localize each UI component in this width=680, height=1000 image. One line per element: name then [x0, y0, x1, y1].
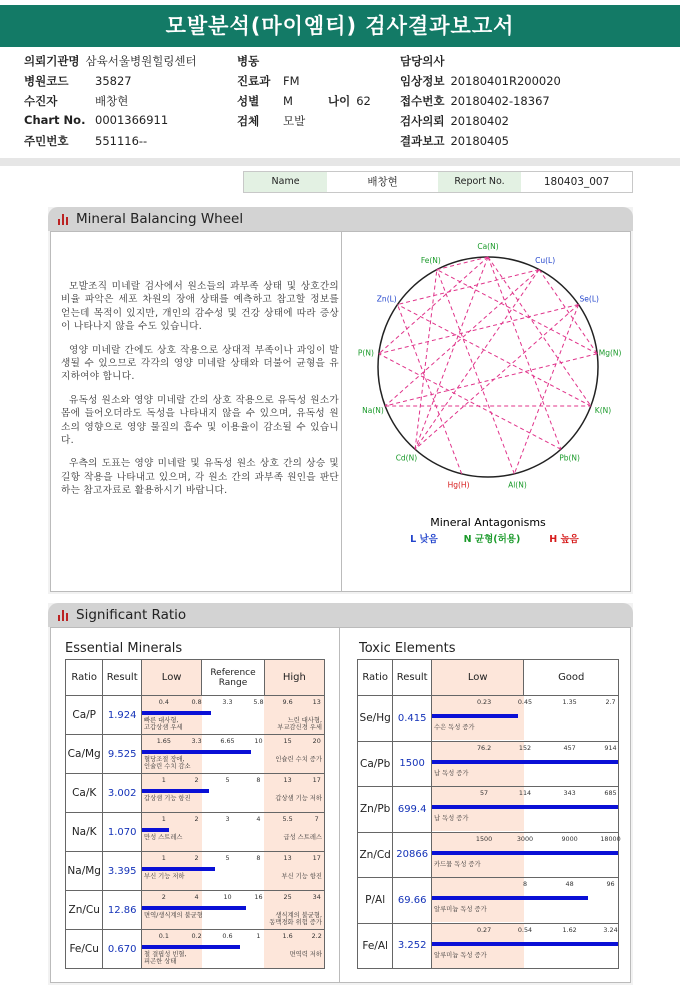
clinical-label: 임상정보: [400, 74, 445, 88]
toxic-row: [358, 832, 619, 878]
essential-row: [66, 774, 325, 813]
tick-label: 2: [194, 776, 199, 784]
range-graph-cell: [431, 696, 618, 742]
tick-label: 1.35: [562, 698, 577, 707]
wheel-node-label: Pb(N): [559, 453, 580, 463]
antagonism-line: [385, 270, 539, 406]
essential-row: [66, 891, 325, 930]
tick-label: 914: [604, 743, 617, 752]
range-graph-cell: [141, 930, 324, 969]
essential-row: [66, 735, 325, 774]
toxic-row: [358, 923, 619, 969]
receipt-value: 20180402-18367: [450, 94, 550, 108]
tick-label: 25: [283, 893, 292, 901]
result-cell: 0.415: [393, 696, 432, 742]
result-cell: 3.252: [393, 923, 432, 969]
bar-chart-icon: [58, 214, 70, 225]
ratio-cell: Ca/P: [66, 696, 103, 735]
toxic-note: 납 독성 증가: [433, 769, 469, 777]
high-note: 급성 스트레스: [283, 834, 322, 841]
antagonism-line: [437, 270, 597, 354]
result-bar: [432, 942, 618, 946]
tick-label: 48: [565, 880, 574, 889]
range-graph-cell: [141, 735, 324, 774]
tick-label: 5.8: [253, 698, 264, 706]
tick-label: 9.6: [282, 698, 293, 706]
name-value: 배창현: [367, 176, 398, 188]
tick-label: 0.6: [222, 932, 233, 940]
ratio-cell: Na/K: [66, 813, 103, 852]
result-cell: 9.525: [103, 735, 142, 774]
tick-label: 96: [606, 880, 615, 889]
tick-label: 2: [194, 854, 199, 862]
tick-label: 0.2: [191, 932, 202, 940]
resident-value: 551116--: [95, 134, 148, 148]
low-note: 혈당조절 장애, 인슐린 수치 감소: [143, 756, 191, 771]
tick-label: 34: [312, 893, 321, 901]
tick-label: 16: [254, 893, 263, 901]
antagonism-line: [385, 354, 597, 406]
wheel-node-label: Hg(H): [447, 480, 470, 490]
result-bar: [432, 896, 588, 900]
tick-label: 0.4: [158, 698, 169, 706]
tick-label: 1: [161, 854, 166, 862]
range-graph-cell: [431, 923, 618, 969]
result-bar: [432, 714, 518, 718]
tick-label: 685: [604, 789, 617, 798]
wheel-node-label: K(N): [594, 405, 612, 415]
essential-header-row: [66, 660, 325, 696]
antagonism-line: [397, 270, 539, 305]
range-graph-cell: [141, 774, 324, 813]
ratio-panel-title: Significant Ratio: [76, 607, 187, 623]
tick-label: 6.65: [220, 737, 235, 745]
tick-label: 8: [256, 854, 261, 862]
wheel-node-label: Fe(N): [420, 255, 441, 265]
range-graph-cell: [141, 852, 324, 891]
essential-row: [66, 696, 325, 735]
ratio-cell: Ca/K: [66, 774, 103, 813]
wheel-node-label: P(N): [357, 348, 374, 358]
result-cell: 3.395: [103, 852, 142, 891]
tick-label: 4: [256, 815, 261, 823]
ratio-panel-header: [48, 603, 633, 627]
tick-label: 2.7: [605, 698, 616, 707]
high-note: 부신 기능 항진: [281, 873, 322, 880]
wheel-caption: Mineral Antagonisms: [430, 516, 546, 529]
toxic-note: 알루미늄 독성 증가: [433, 951, 487, 959]
doctor-label: 담당의사: [400, 54, 445, 68]
name-report-box: [243, 171, 633, 193]
range-graph-cell: [431, 878, 618, 924]
good-header: Good: [524, 660, 619, 696]
legend-item: N 균형(허용): [463, 534, 521, 545]
low-note: 만성 스트레스: [143, 834, 183, 841]
wheel-node-label: Ca(N): [477, 242, 499, 251]
ratio-cell: Se/Hg: [358, 696, 393, 742]
sex-label: 성별: [237, 94, 260, 108]
tick-label: 17: [312, 854, 321, 862]
result-bar: [142, 945, 240, 949]
result-date-label: 결과보고: [400, 134, 445, 148]
tick-label: 20: [312, 737, 321, 745]
tick-label: 1: [161, 776, 166, 784]
high-note: 느린 대사형, 부교감신경 우세: [277, 717, 322, 732]
result-bar: [432, 851, 618, 855]
tick-label: 152: [518, 743, 532, 752]
antagonism-line: [488, 257, 561, 449]
tick-label: 17: [312, 776, 321, 784]
sex-value: M: [283, 94, 293, 108]
tick-label: 114: [518, 789, 532, 798]
toxic-title: Toxic Elements: [359, 641, 456, 656]
toxic-header-row: [358, 660, 619, 696]
report-no-label: Report No.: [438, 172, 521, 192]
age-value: 62: [356, 94, 371, 108]
toxic-row: [358, 878, 619, 924]
ratio-cell: Zn/Pb: [358, 787, 393, 833]
range-graph-cell: [141, 813, 324, 852]
ratio-panel: [48, 603, 633, 985]
range-graph-cell: [141, 891, 324, 930]
low-note: 빠른 대사형, 고갑상샘 우세: [143, 717, 183, 732]
ratio-cell: Fe/Al: [358, 923, 393, 969]
ratio-divider: [339, 628, 340, 982]
tick-label: 13: [283, 854, 292, 862]
high-note: 생식계의 불균형, 동맥경화 위험 증가: [269, 912, 322, 927]
tick-label: 457: [563, 743, 576, 752]
result-cell: 69.66: [393, 878, 432, 924]
toxic-note: 납 독성 증가: [433, 815, 469, 823]
range-graph-cell: [431, 741, 618, 787]
tick-label: 0.8: [191, 698, 202, 706]
antagonism-line: [514, 305, 578, 474]
institution-label: 의뢰기관명: [24, 54, 80, 68]
report-title: 모발분석(마이엠티) 검사결과보고서: [0, 5, 680, 47]
ratio-cell: Zn/Cu: [66, 891, 103, 930]
tick-label: 1: [161, 815, 166, 823]
toxic-row: [358, 741, 619, 787]
ratio-cell: Ca/Pb: [358, 741, 393, 787]
result-header: Result: [103, 660, 142, 696]
tick-label: 0.45: [517, 698, 533, 707]
range-graph-cell: [431, 787, 618, 833]
tick-label: 13: [312, 698, 321, 706]
ratio-cell: Na/Mg: [66, 852, 103, 891]
result-bar: [142, 750, 251, 754]
low-header: Low: [141, 660, 201, 696]
tick-label: 2: [161, 893, 166, 901]
patient-label: 수진자: [24, 94, 58, 108]
tick-label: 5: [225, 776, 230, 784]
result-bar: [142, 789, 209, 793]
result-bar: [142, 867, 215, 871]
result-cell: 1.924: [103, 696, 142, 735]
clinical-value: 20180401R200020: [450, 74, 561, 88]
tick-label: 3000: [516, 834, 534, 843]
result-cell: 12.86: [103, 891, 142, 930]
result-date-value: 20180405: [450, 134, 509, 148]
legend-item: L 낮음: [410, 534, 438, 545]
toxic-note: 알루미늄 독성 증가: [433, 906, 487, 914]
result-bar: [432, 805, 618, 809]
tick-label: 7: [314, 815, 319, 823]
essential-row: [66, 852, 325, 891]
request-label: 검사의뢰: [400, 114, 445, 128]
tick-label: 0.27: [476, 925, 492, 934]
wheel-node-label: Zn(L): [376, 294, 397, 304]
result-header: Result: [393, 660, 432, 696]
high-note: 갑상샘 기능 저하: [275, 795, 322, 802]
low-note: 부신 기능 저하: [143, 873, 185, 880]
antagonism-line: [415, 270, 539, 450]
description-paragraph: 모발조직 미네랄 검사에서 원소들의 과부족 상태 및 상호간의 비율 파악은 세포 차원의 장애 상태를 예측하고 참고할 정보를 얻는데 목적이 있지만, 개인의 감수성 및 건강 상태에 따라 증상이 나타나지 않을 수도 있습니다.: [61, 281, 339, 333]
description-paragraph: 우측의 도표는 영양 미네랄 및 유독성 원소 상호 간의 상승 및 길항 작용을 나타내고 있으며, 각 원소 간의 과부족 원인을 판단하는 참고자료로 활용하시기 바랍니다.: [61, 458, 339, 497]
low-header: Low: [431, 660, 523, 696]
tick-label: 1500: [475, 834, 493, 843]
antagonism-line: [488, 257, 591, 406]
wheel-panel-body: [50, 231, 631, 592]
wheel-node-label: Cd(N): [395, 453, 418, 463]
toxic-table: [357, 659, 619, 969]
reference-header: Reference Range: [202, 660, 264, 696]
result-bar: [432, 760, 618, 764]
toxic-note: 카드뮴 독성 증가: [433, 860, 481, 868]
ward-label: 병동: [237, 54, 260, 68]
dept-value: FM: [283, 74, 300, 88]
ratio-panel-body: [50, 627, 631, 983]
tick-label: 3.24: [603, 925, 618, 934]
tick-label: 343: [563, 789, 576, 798]
wheel-panel: [48, 207, 633, 594]
resident-label: 주민번호: [24, 134, 69, 148]
tick-label: 0.1: [158, 932, 169, 940]
tick-label: 8: [256, 776, 261, 784]
range-graph-cell: [431, 832, 621, 878]
bar-chart-icon: [58, 610, 70, 621]
dept-label: 진료과: [237, 74, 271, 88]
result-bar: [142, 828, 169, 832]
essential-row: [66, 930, 325, 969]
tick-label: 76.2: [476, 743, 492, 752]
tick-label: 4: [194, 893, 199, 901]
tick-label: 8: [522, 880, 528, 889]
range-graph-cell: [141, 696, 324, 735]
essential-row: [66, 813, 325, 852]
description-paragraph: 영양 미네랄 간에도 상호 작용으로 상대적 부족이나 과잉이 발생될 수 있으므로 각각의 영양 미네랄 상태와 더불어 균형을 유지하여야 합니다.: [61, 344, 339, 383]
wheel-node-label: Cu(L): [535, 255, 556, 265]
tick-label: 9000: [561, 834, 578, 843]
wheel-circle: [378, 257, 598, 477]
tick-label: 13: [283, 776, 292, 784]
high-header: High: [264, 660, 324, 696]
request-value: 20180402: [450, 114, 509, 128]
hospital-code-value: 35827: [95, 74, 132, 88]
age-label: 나이: [328, 94, 351, 108]
result-cell: 20866: [393, 832, 432, 878]
wheel-panel-title: Mineral Balancing Wheel: [76, 211, 244, 227]
wheel-description: [61, 280, 339, 508]
ratio-header: Ratio: [358, 660, 393, 696]
specimen-label: 검체: [237, 114, 260, 128]
ratio-cell: Fe/Cu: [66, 930, 103, 969]
hospital-code-label: 병원코드: [24, 74, 69, 88]
tick-label: 3.3: [191, 737, 202, 745]
low-note: 갑상샘 기능 항진: [143, 795, 191, 802]
tick-label: 0.23: [476, 698, 492, 707]
description-paragraph: 유독성 원소와 영양 미네랄 간의 상호 작용으로 유독성 원소가 몸에 들어오더라도 독성을 나타내지 않을 수 있으며, 유독성 원소의 영향으로 영양 물질의 흡수 및 이용율이 감소될 수 있습니다.: [61, 394, 339, 447]
report-no-value: 180403_007: [543, 176, 610, 188]
tick-label: 18000: [600, 834, 621, 843]
antagonism-line: [379, 354, 561, 450]
tick-label: 10: [223, 893, 232, 901]
name-label: Name: [244, 172, 327, 192]
result-bar: [142, 906, 246, 910]
result-cell: 699.4: [393, 787, 432, 833]
tick-label: 57: [479, 789, 489, 798]
essential-title: Essential Minerals: [65, 641, 183, 656]
result-cell: 1.070: [103, 813, 142, 852]
high-note: 면역력 저하: [289, 951, 322, 958]
ratio-cell: Ca/Mg: [66, 735, 103, 774]
tick-label: 2.2: [311, 932, 322, 940]
toxic-row: [358, 787, 619, 833]
institution-value: 삼육서울병원힐링센터: [85, 54, 197, 68]
result-bar: [142, 711, 211, 715]
ratio-cell: P/Al: [358, 878, 393, 924]
tick-label: 1.65: [156, 737, 171, 745]
tick-label: 1: [256, 932, 261, 940]
receipt-label: 접수번호: [400, 94, 445, 108]
low-note: 철 결핍성 빈혈, 피곤한 상태: [143, 951, 187, 966]
result-cell: 0.670: [103, 930, 142, 969]
chart-label: Chart No.: [24, 113, 86, 127]
mineral-antagonism-wheel: [342, 232, 632, 592]
patient-value: 배창현: [95, 94, 129, 108]
result-cell: 3.002: [103, 774, 142, 813]
ratio-cell: Zn/Cd: [358, 832, 393, 878]
ratio-header: Ratio: [66, 660, 103, 696]
tick-label: 15: [283, 737, 292, 745]
essential-table: [65, 659, 325, 969]
high-note: 인슐린 수치 증가: [275, 756, 322, 763]
low-note: 면역/생식계의 불균형: [143, 912, 203, 919]
antagonism-line: [379, 305, 579, 354]
wheel-node-label: Se(L): [579, 294, 599, 304]
specimen-value: 모발: [283, 114, 306, 128]
legend-item: H 높음: [549, 534, 579, 545]
tick-label: 2: [194, 815, 199, 823]
wheel-node-label: Al(N): [508, 480, 527, 490]
wheel-node-label: Mg(N): [598, 348, 622, 358]
tick-label: 0.54: [517, 925, 533, 934]
result-cell: 1500: [393, 741, 432, 787]
toxic-note: 수은 독성 증가: [433, 724, 475, 732]
tick-label: 1.6: [282, 932, 293, 940]
tick-label: 3.3: [222, 698, 233, 706]
antagonism-line: [415, 257, 488, 449]
toxic-row: [358, 696, 619, 742]
chart-value: 0001366911: [95, 113, 169, 127]
tick-label: 5.5: [282, 815, 293, 823]
tick-label: 3: [225, 815, 230, 823]
wheel-node-label: Na(N): [362, 405, 384, 415]
patient-info: [24, 53, 664, 153]
wheel-panel-header: [48, 207, 633, 231]
tick-label: 10: [254, 737, 263, 745]
section-divider: [0, 158, 680, 166]
tick-label: 5: [225, 854, 230, 862]
tick-label: 1.62: [562, 925, 577, 934]
